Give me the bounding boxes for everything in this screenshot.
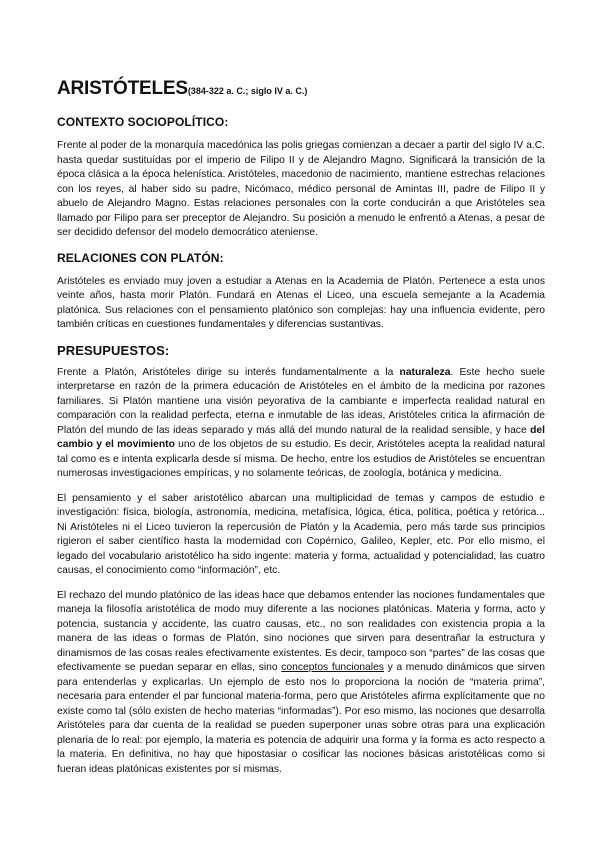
text-run: El rechazo del mundo platónico de las ideas hace que debamos entender las nociones fundamentales que maneja la filosofía aristotélica de modo muy diferente a las nociones platónicas. Materia y forma, acto y potencia, sustancia y accidente, las cuatro causas, etc., no son realidades con existencia propia a la manera de las ideas o formas de Platón, sino nociones que sirven para desentrañar la estructura y dinamismos de las cosas reales efectivamente existentes. Es decir, tampoco son “partes” de las cosas que efectivamente se puedan separar en ellas, sino	[57, 589, 545, 673]
paragraph-presupuestos-2: El pensamiento y el saber aristotélico abarcan una multiplicidad de temas y campos de estudio e investigación: física, biología, astronomía, medicina, metafísica, lógica, ética, política, poética y retórica... Ni Aristóteles ni el Liceo tuvieron la repercusión de Platón y la Academia, pero más tarde sus principios rigieron el saber científico hasta la modernidad con Copérnico, Galileo, Kepler, etc. Por ello mismo, el legado del vocabulario aristotélico ha sido ingente: materia y forma, actualidad y potencialidad, las cuatro causas, el conocimiento como “información”, etc.	[57, 492, 545, 576]
text-run: Frente a Platón, Aristóteles dirige su interés fundamentalmente a la	[57, 366, 400, 378]
paragraph-contexto: Frente al poder de la monarquía macedónica las polis griegas comienzan a decaer a partir del siglo IV a.C. hasta quedar sustituídas por el imperio de Filipo II y de Alejandro Magno. Significará la transición de la época clásica a la época helenística. Aristóteles, macedonio de nacimiento, mantiene estrechas relaciones con los reyes, al haber sido su padre, Nicómaco, médico personal de Amintas III, padre de Filipo II y abuelo de Alejandro Magno. Estas relaciones personales con la corte conducirán a que Aristóteles sea llamado por Filipo para ser preceptor de Alejandro. Su posición a menudo le enfrentó a Atenas, a pesar de ser decidido defensor del modelo democrático ateniense.	[57, 140, 545, 238]
paragraph-relaciones: Aristóteles es enviado muy joven a estudiar a Atenas en la Academia de Platón. Pertenece a esta unos veinte años, hasta morir Platón. Fundará en Atenas el Liceo, una escuela semejante a la Academia platónica. Sus relaciones con el pensamiento platónico son complejas: hay una influencia evidente, pero también críticas en cuestiones fundamentales y diferencias sustantivas.	[57, 275, 545, 330]
bold-cambio-movimiento: del cambio y el movimiento	[57, 424, 545, 450]
text-run: y a menudo dinámicos que sirven para entenderlas y explicarlas. Un ejemplo de esto nos lo proporciona la noción de “materia prima”, necesaria para entender el par funcional materia-forma, pero que Aristóteles afirma explícitamente que no existe como tal (sólo existen de hecho materias “informadas”). Por eso mismo, las nociones que desarrolla Aristóteles para dar cuenta de la realidad se pueden superponer unas sobre otras para una explicación plenaria de lo real: por ejemplo, la materia es potencia de adquirir una forma y la forma es acto respecto a la materia. En definitiva, no hay que hipostasiar o cosificar las nociones básicas aristotélicas como si fueran ideas platónicas existentes por sí mismas.	[57, 662, 545, 775]
document-page	[57, 78, 545, 787]
document-dates: (384-322 a. C.; siglo IV a. C.)	[187, 86, 308, 96]
text-run: . Este hecho suele interpretarse en razón de la primera educación de Aristóteles en el ámbito de la medicina por razones familiares. Si Platón mantiene una visión peyorativa de la cambiante e imperfecta realidad natural en comparación con la realidad perfecta, eterna e inmutable de las ideas, Aristóteles critica la afirmación de Platón del mundo de las ideas separado y más allá del mundo natural de la realidad sensible, y hace	[57, 366, 546, 436]
section-heading-contexto: CONTEXTO SOCIOPOLÍTICO:	[57, 115, 229, 129]
section-heading-relaciones: RELACIONES CON PLATÓN:	[57, 250, 224, 265]
document-title: ARISTÓTELES	[57, 78, 188, 99]
text-run: uno de los objetos de su estudio. Es decir, Aristóteles acepta la realidad natural tal como es e intenta explicarla desde sí misma. De hecho, entre los estudios de Aristóteles se encuentran numerosas investigaciones empíricas, y no solamente teóricas, de zoología, botánica y medicina.	[57, 439, 545, 479]
section-heading-presupuestos: PRESUPUESTOS:	[57, 342, 170, 358]
paragraph-presupuestos-3	[57, 589, 545, 778]
title-line	[57, 78, 545, 102]
paragraph-presupuestos-1	[57, 366, 545, 482]
underlined-conceptos-funcionales: conceptos funcionales	[281, 662, 384, 673]
bold-naturaleza: naturaleza	[399, 366, 451, 378]
